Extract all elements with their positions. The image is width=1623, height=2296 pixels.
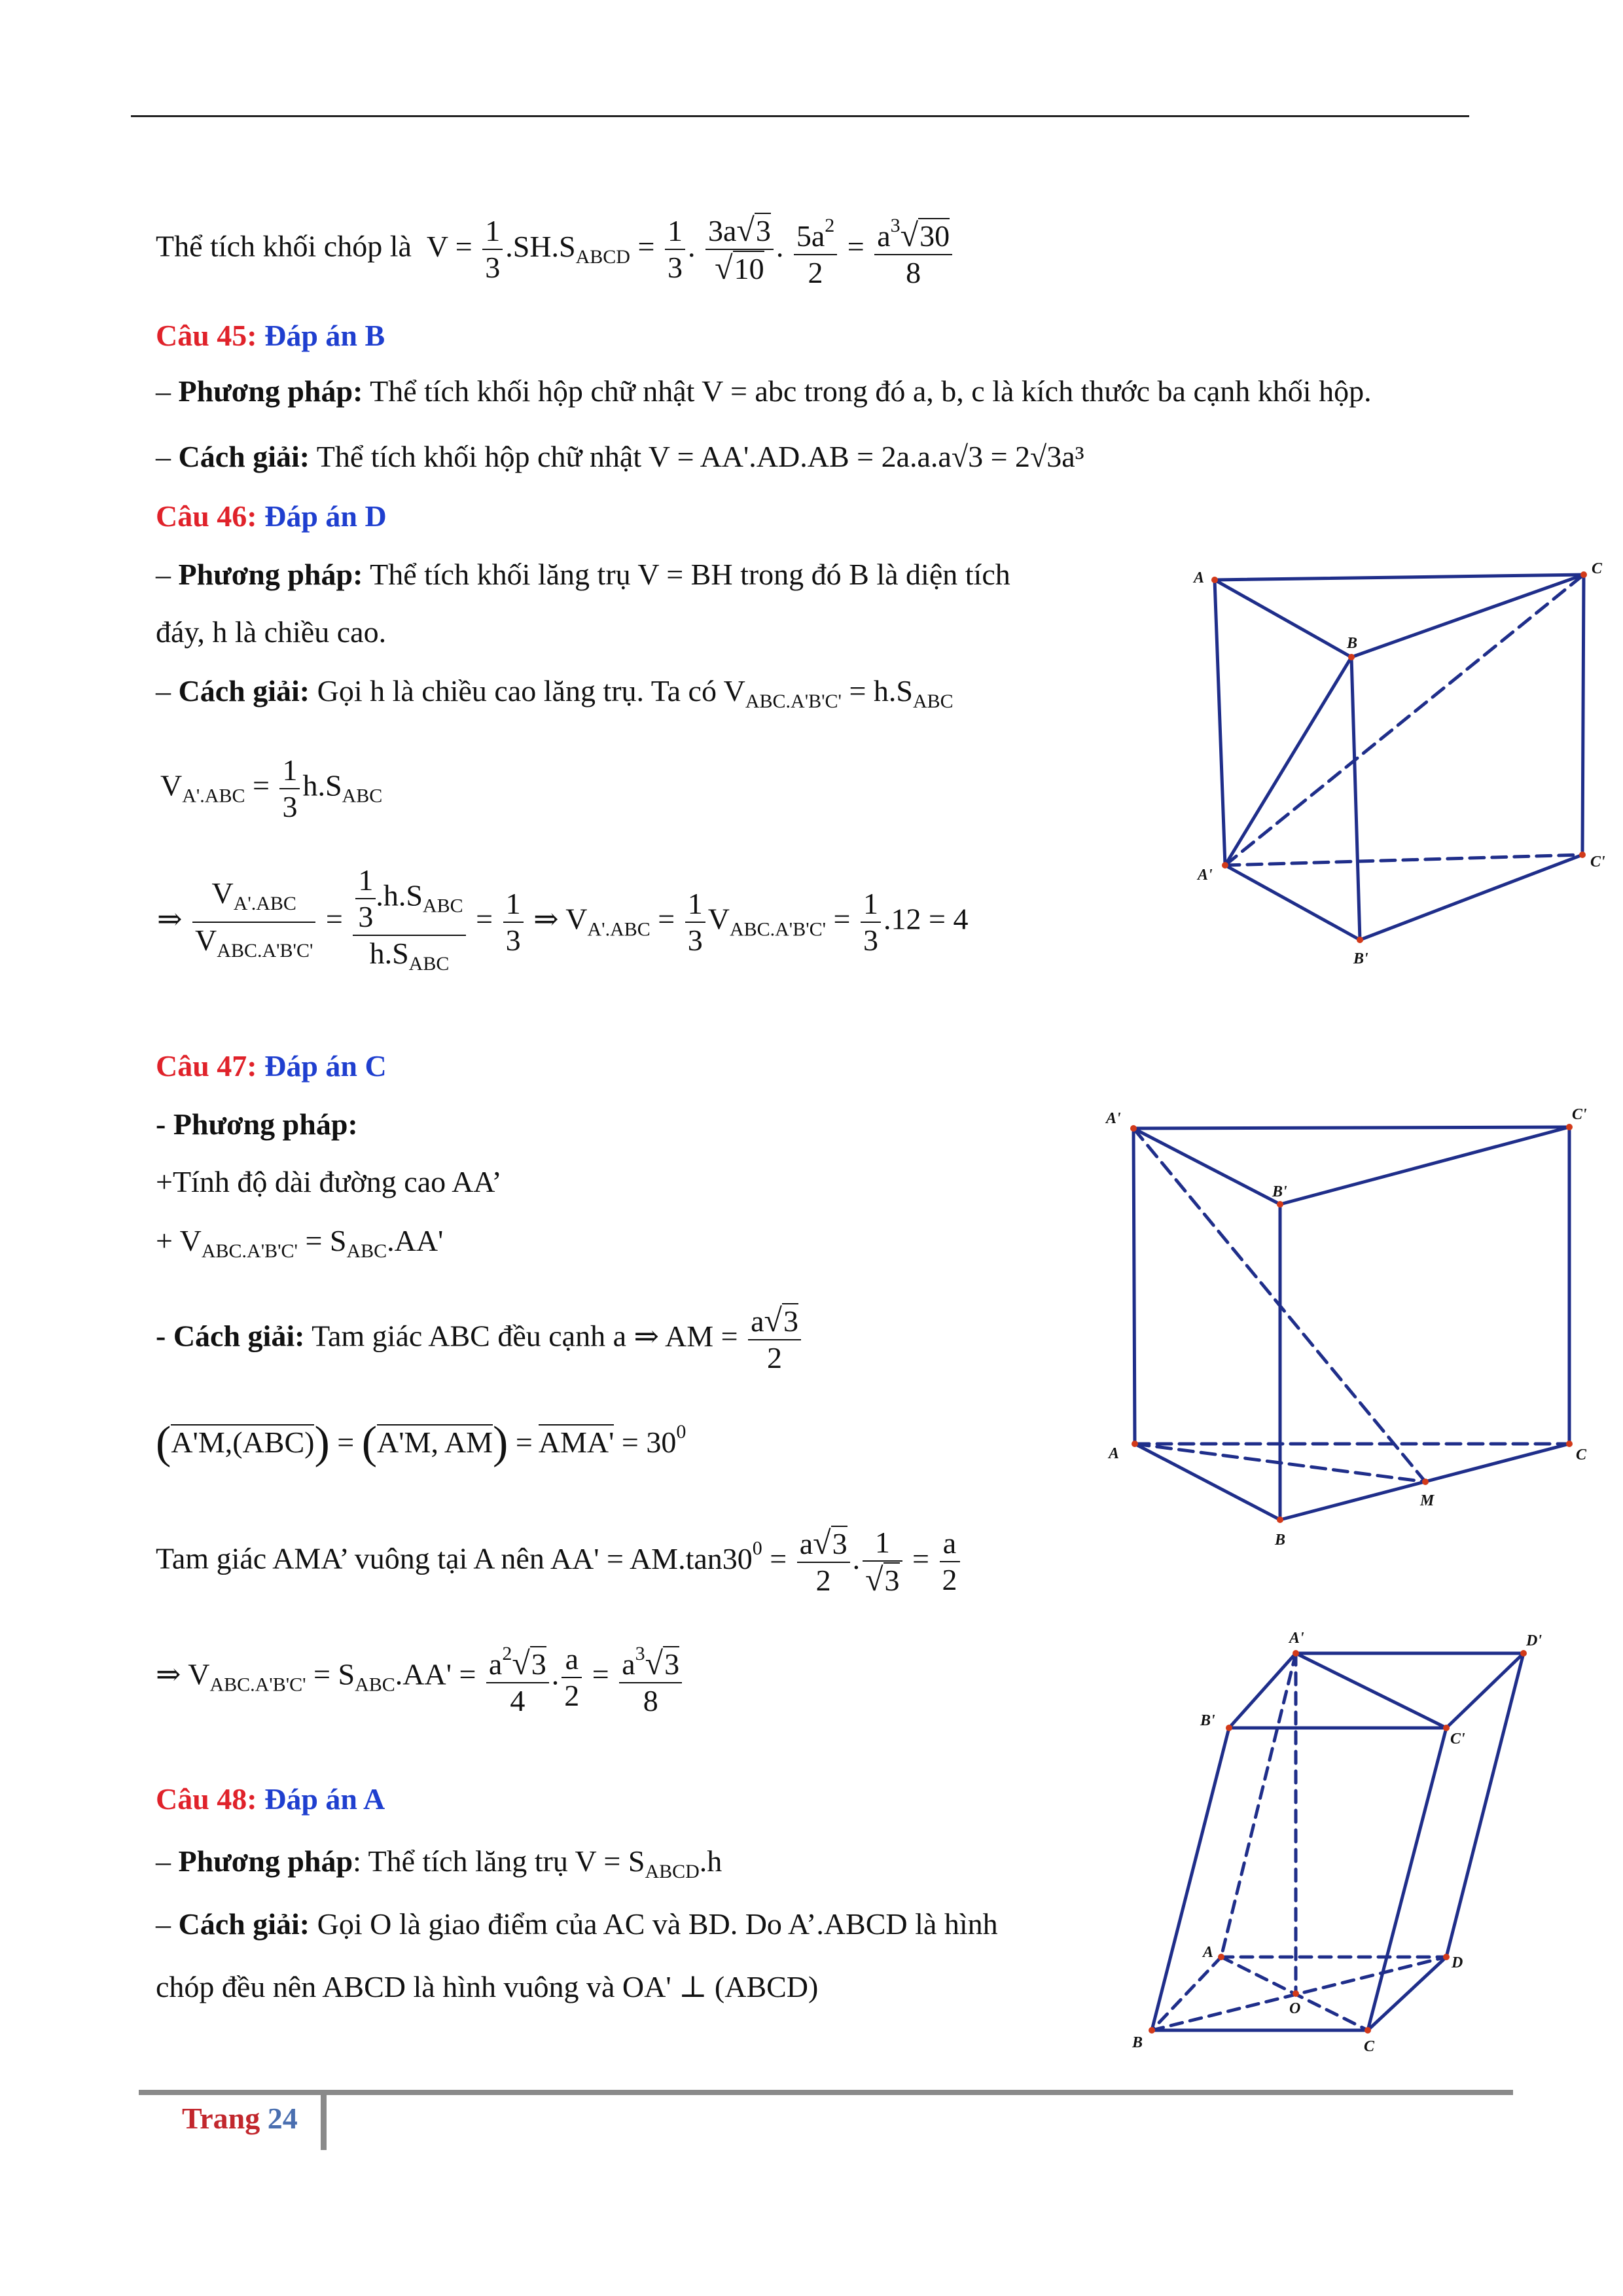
label-B: B (1347, 635, 1358, 652)
vertex-C1 (1566, 1124, 1573, 1130)
edge-CC1 (1368, 1728, 1446, 2030)
edge-AA1 (1215, 580, 1225, 865)
q47-step2-prefix: + (156, 1224, 180, 1257)
label-A1: A' (1106, 1110, 1121, 1127)
q45-label: Câu 45: (156, 319, 265, 352)
page-footer (182, 2101, 298, 2136)
edge-B1C1 (1360, 855, 1582, 940)
edge-BB1 (1152, 1728, 1229, 2030)
q47-step2-formula: $V_{ABC.A'B'C'} = S_{ABC}.AA'$ (179, 1224, 444, 1262)
q47-answer: Đáp án C (264, 1049, 387, 1083)
q48-answer: Đáp án A (264, 1782, 385, 1816)
q46-answer: Đáp án D (264, 499, 387, 533)
page-number: 24 (267, 2102, 298, 2135)
q45-method-formula: V = abc (702, 374, 797, 408)
q47-am-formula: ⇒ AM = $\frac{a√3}{2}$ (634, 1319, 804, 1353)
q48-perp-formula: OA' ⊥ (ABCD) (622, 1970, 819, 2003)
q47-label: Câu 47: (156, 1049, 265, 1083)
page-label: Trang (182, 2102, 268, 2135)
footer-rule (139, 2090, 1513, 2095)
footer-divider (321, 2090, 327, 2150)
q46-solution-text: Gọi h là chiều cao lăng trụ. Ta có (310, 674, 724, 708)
vertex-B1 (1277, 1201, 1283, 1208)
q47-header (156, 1049, 387, 1083)
figure-q48-parallelepiped (1113, 1617, 1584, 2075)
q45-solution-text: Thể tích khối hộp chữ nhật (310, 440, 649, 473)
vertex-C (1580, 571, 1587, 578)
vertex-B1 (1357, 937, 1363, 943)
edge-BB1 (1351, 657, 1360, 940)
q48-solution-line1: Gọi O là giao điểm của AC và BD. Do A’.ABCD là hình (310, 1907, 998, 1941)
q46-solution-label: Cách giải: (178, 674, 310, 708)
q48-method-formula: $V = S_{ABCD}.h$ (575, 1844, 722, 1882)
q46-header (156, 499, 387, 533)
vertex-C (1566, 1441, 1573, 1447)
vertex-B (1277, 1516, 1283, 1523)
q48-solution-label: Cách giải: (178, 1907, 310, 1941)
label-A: A (1194, 569, 1205, 586)
q48-solution-line2 (156, 1969, 818, 2005)
edge-AB (1135, 1444, 1280, 1520)
label-C1: C' (1572, 1106, 1587, 1123)
label-B1: B' (1200, 1712, 1215, 1729)
q47-angle-formula: (A'M,(ABC)) = (A'M, $AM) = AMA' = 30^0$ (156, 1418, 687, 1468)
edge-A1C1-hidden (1225, 855, 1582, 865)
edge-CC1 (1582, 575, 1584, 855)
q48-method: – Phương pháp: Thể tích lăng trụ $V = S_{ABCD}.h$ (156, 1844, 722, 1882)
label-C: C (1576, 1446, 1587, 1463)
vertex-C1 (1443, 1725, 1450, 1731)
vertex-M (1422, 1479, 1429, 1485)
q46-method-line2: đáy, h là chiều cao. (156, 615, 387, 649)
q46-prism-volume: $V_{ABC.A'B'C'} = h.S_{ABC}$ (723, 674, 954, 712)
q46-method: – Phương pháp: Thể tích khối lăng trụ V = BH trong đó B là diện tích (156, 558, 1010, 591)
q47-method-label: - Phương pháp: (156, 1107, 358, 1141)
label-C: C (1592, 560, 1603, 577)
label-M: M (1420, 1492, 1435, 1509)
edge-AA1 (1133, 1128, 1135, 1444)
edge-A1C1 (1133, 1127, 1569, 1128)
q47-solution (156, 1302, 804, 1376)
vertex-A (1211, 577, 1218, 583)
q48-header (156, 1782, 385, 1816)
vertex-B (1149, 2027, 1155, 2034)
q48-method-label: Phương pháp (178, 1844, 353, 1878)
edge-A1B1 (1225, 865, 1360, 940)
vertex-C (1364, 2027, 1371, 2034)
edge-AA1-hidden (1221, 1653, 1296, 1957)
q45-solution-formula: V = AA'.AD.AB = 2a.a.a√3 = 2√3a³ (648, 440, 1084, 473)
volume-pyramid-formula: V = $\frac{1}{3}$ $.SH.S_{ABCD}$ = $\frac{1}{3}$ . $\frac{3a√3}{√10}$ . $\frac{5a^2}{2}$ = $\frac{a^3√30}{8}$ (419, 230, 955, 263)
q46-label: Câu 46: (156, 499, 265, 533)
label-A: A (1203, 1944, 1214, 1961)
edge-A1B (1225, 657, 1351, 865)
edge-A1B1 (1133, 1128, 1280, 1204)
q46-method-tail: trong đó B là diện tích (732, 558, 1010, 591)
figure-q47-prism (1099, 1100, 1597, 1558)
vertex-D1 (1520, 1650, 1527, 1657)
q46-pyramid-volume: $V_{A'.ABC}$ = $\frac{1}{3}$ $h.S_{ABC}$ (160, 753, 383, 823)
q45-solution-label: Cách giải: (178, 440, 310, 473)
label-C1: C' (1590, 853, 1605, 870)
volume-pyramid-line (156, 208, 955, 291)
q48-label: Câu 48: (156, 1782, 265, 1816)
q45-method: – Phương pháp: Thể tích khối hộp chữ nhật V = abc trong đó a, b, c là kích thước ba cạnh khối hộp. (156, 374, 1372, 408)
vertex-A1 (1293, 1650, 1299, 1657)
q46-method-text: Thể tích khối lăng trụ (363, 558, 638, 591)
label-C: C (1364, 2038, 1375, 2055)
edge-DD1 (1446, 1653, 1524, 1957)
q47-step2 (156, 1223, 443, 1270)
vertex-C1 (1579, 852, 1586, 858)
q46-ratio-formula: ⇒ $\frac{V_{A'.ABC}}{V_{ABC.A'B'C'}}$ = $\frac{1}{3}$ $.h.S_{ABC}$ $h.S_{ABC}$ = $\frac{1}{3}$ ⇒ $V_{A'.ABC}$ = $\frac{1}{3}$ $V_{ABC.A'B'C'}$ = $\frac{1}{3}$ .12 = 4 (157, 863, 969, 975)
q46-solution: – Cách giải: Gọi h là chiều cao lăng trụ. Ta có $V_{ABC.A'B'C'} = h.S_{ABC}$ (156, 674, 954, 712)
volume-pyramid-text: Thể tích khối chóp là (156, 229, 412, 263)
label-A1: A' (1289, 1630, 1304, 1647)
vertex-A (1132, 1441, 1138, 1447)
q45-method-tail: trong đó a, b, c là kích thước ba cạnh khối hộp. (796, 374, 1372, 408)
edge-BC (1351, 575, 1584, 657)
label-B: B (1132, 2034, 1143, 2051)
label-B1: B' (1272, 1183, 1287, 1200)
edge-C1D1 (1446, 1653, 1524, 1728)
q46-method-label: Phương pháp: (178, 558, 363, 591)
figure-q46-prism (1178, 550, 1610, 975)
vertex-A (1218, 1954, 1224, 1960)
q45-answer: Đáp án B (264, 319, 385, 352)
label-D1: D' (1526, 1632, 1542, 1649)
edge-AC (1215, 575, 1584, 580)
label-A1: A' (1198, 867, 1213, 884)
edge-B1C1 (1280, 1127, 1569, 1204)
q45-solution: – Cách giải: Thể tích khối hộp chữ nhật V = AA'.AD.AB = 2a.a.a√3 = 2√3a³ (156, 440, 1084, 473)
q47-triangle-line (156, 1525, 963, 1598)
label-B: B (1275, 1532, 1286, 1549)
q48-solution: – Cách giải: Gọi O là giao điểm của AC và BD. Do A’.ABCD là hình (156, 1907, 998, 1941)
q47-step1: +Tính độ dài đường cao AA’ (156, 1165, 502, 1198)
label-A: A (1109, 1445, 1120, 1462)
label-D: D (1452, 1954, 1463, 1971)
vertex-D (1443, 1954, 1450, 1960)
edge-A1C1 (1296, 1653, 1446, 1728)
edge-AB (1215, 580, 1351, 657)
vertex-A1 (1222, 862, 1228, 869)
label-C1: C' (1450, 1731, 1465, 1748)
q46-method-formula: V = BH (637, 558, 733, 591)
q47-triangle-text: Tam giác AMA’ vuông tại A nên (156, 1541, 550, 1575)
q47-volume-formula: ⇒ $V_{ABC.A'B'C'} = S_{ABC}.AA'$ = $\frac{a^2√3}{4}$ . $\frac{a}{2}$ = $\frac{a^3√3}{8}$ (156, 1636, 685, 1719)
q48-method-text: : Thể tích lăng trụ (353, 1844, 575, 1878)
q45-method-label: Phương pháp: (178, 374, 363, 408)
header-rule (131, 115, 1469, 117)
q48-solution-line2-text: chóp đều nên ABCD là hình vuông và (156, 1970, 622, 2003)
vertex-B (1348, 654, 1355, 660)
q47-solution-label: - Cách giải: (156, 1319, 305, 1353)
q45-method-text: Thể tích khối hộp chữ nhật (363, 374, 702, 408)
vertex-B1 (1226, 1725, 1232, 1731)
edge-A1C-hidden (1225, 575, 1584, 865)
q47-height-formula: $AA' = AM.\tan 30^0$ = $\frac{a√3}{2}$ . $\frac{1}{√3}$ = $\frac{a}{2}$ (550, 1542, 963, 1575)
vertex-O (1293, 1990, 1299, 1997)
q45-header (156, 318, 385, 353)
label-B1: B' (1353, 950, 1368, 967)
label-O: O (1289, 2000, 1301, 2017)
vertex-A1 (1130, 1125, 1137, 1132)
q47-solution-text: Tam giác ABC đều cạnh a (304, 1319, 634, 1353)
